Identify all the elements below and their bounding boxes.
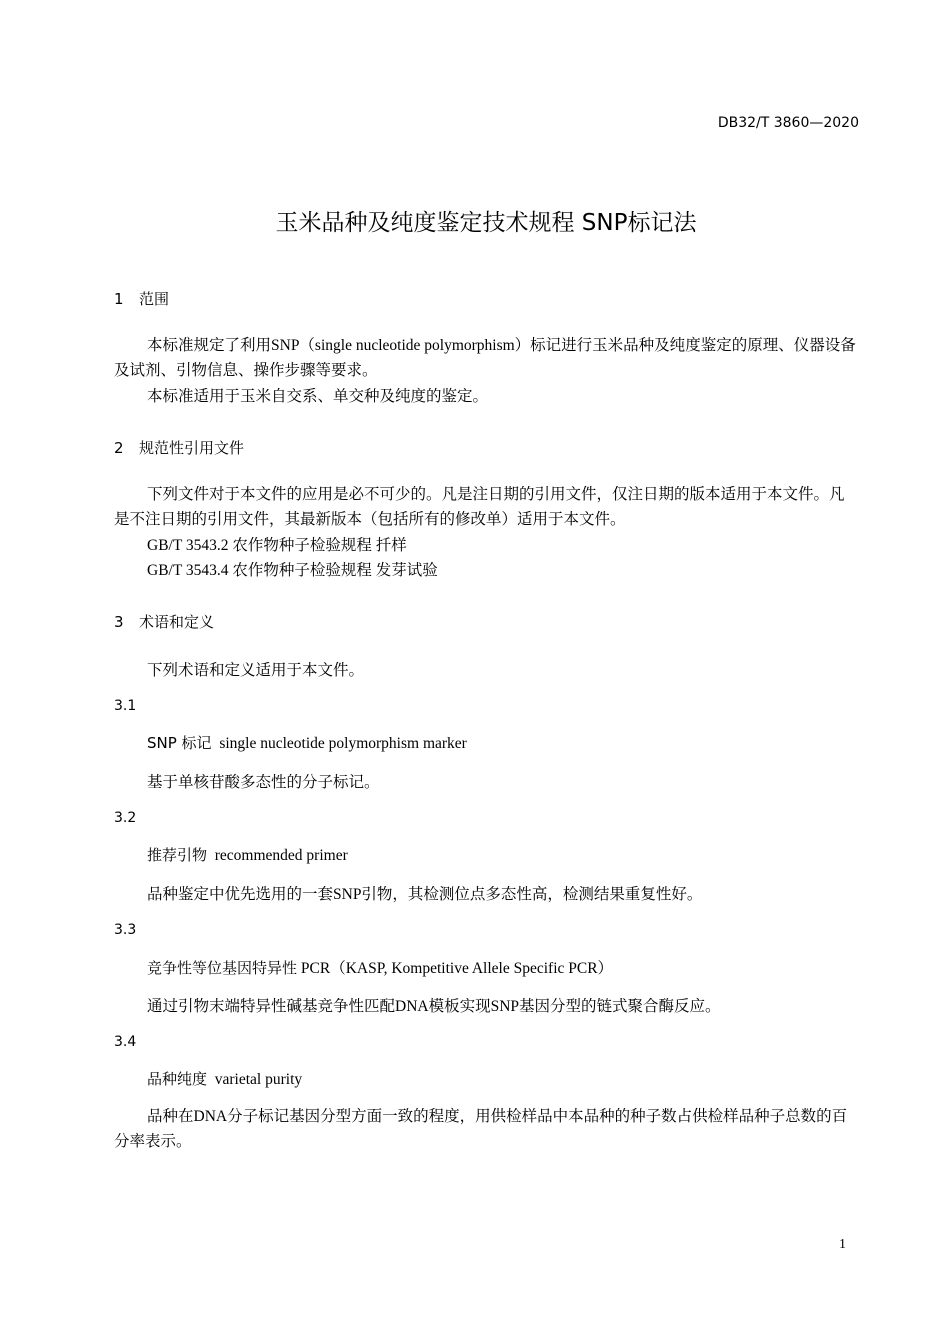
standard-code: DB32/T 3860—2020	[717, 115, 859, 131]
term-english: PCR（KASP, Kompetitive Allele Specific PCR）	[300, 960, 614, 977]
term-chinese: 推荐引物	[147, 846, 208, 864]
section-number: 1	[114, 290, 124, 308]
term-definition: 品种鉴定中优先选用的一套SNP引物，其检测位点多态性高，检测结果重复性好。	[147, 886, 703, 903]
term-chinese: 品种纯度	[147, 1070, 208, 1088]
paragraph: 本标准规定了利用SNP（single nucleotide polymorphism）标记进行玉米品种及纯度鉴定的原理、仪器设备及试剂、引物信息、操作步骤等要求。	[114, 337, 856, 379]
reference-item: GB/T 3543.4 农作物种子检验规程 发芽试验	[147, 562, 438, 579]
term-entry	[147, 844, 348, 865]
term-definition: 品种在DNA分子标记基因分型方面一致的程度，用供检样品中本品种的种子数占供检样品种子总数的百分率表示。	[114, 1108, 848, 1150]
term-entry	[147, 956, 613, 978]
paragraph: 下列文件对于本文件的应用是必不可少的。凡是注日期的引用文件，仅注日期的版本适用于本文件。凡是不注日期的引用文件，其最新版本（包括所有的修改单）适用于本文件。	[114, 486, 845, 528]
section-title: 术语和定义	[139, 613, 215, 631]
term-number: 3.1	[114, 698, 137, 714]
term-entry	[147, 1068, 302, 1089]
term-number: 3.3	[114, 922, 137, 938]
term-chinese: SNP 标记	[147, 734, 212, 752]
section-number: 3	[114, 613, 124, 631]
term-definition: 基于单核苷酸多态性的分子标记。	[147, 774, 380, 791]
document-title: 玉米品种及纯度鉴定技术规程 SNP标记法	[275, 210, 697, 236]
term-chinese: 竞争性等位基因特异性	[147, 959, 298, 977]
paragraph: 下列术语和定义适用于本文件。	[147, 662, 365, 679]
term-number: 3.2	[114, 810, 137, 826]
term-english: single nucleotide polymorphism marker	[219, 735, 467, 752]
section-heading-normative-references	[114, 437, 244, 458]
section-number: 2	[114, 439, 124, 457]
section-title: 规范性引用文件	[139, 439, 245, 457]
section-heading-scope	[114, 288, 169, 309]
term-english: recommended primer	[214, 847, 348, 864]
term-number: 3.4	[114, 1034, 137, 1050]
section-title: 范围	[139, 290, 170, 308]
reference-item: GB/T 3543.2 农作物种子检验规程 扦样	[147, 537, 407, 554]
paragraph: 本标准适用于玉米自交系、单交种及纯度的鉴定。	[147, 388, 489, 405]
section-heading-terms	[114, 611, 214, 632]
term-entry	[147, 732, 467, 753]
term-definition: 通过引物末端特异性碱基竞争性匹配DNA模板实现SNP基因分型的链式聚合酶反应。	[147, 998, 721, 1015]
page-number: 1	[839, 1237, 846, 1252]
term-english: varietal purity	[214, 1071, 303, 1088]
